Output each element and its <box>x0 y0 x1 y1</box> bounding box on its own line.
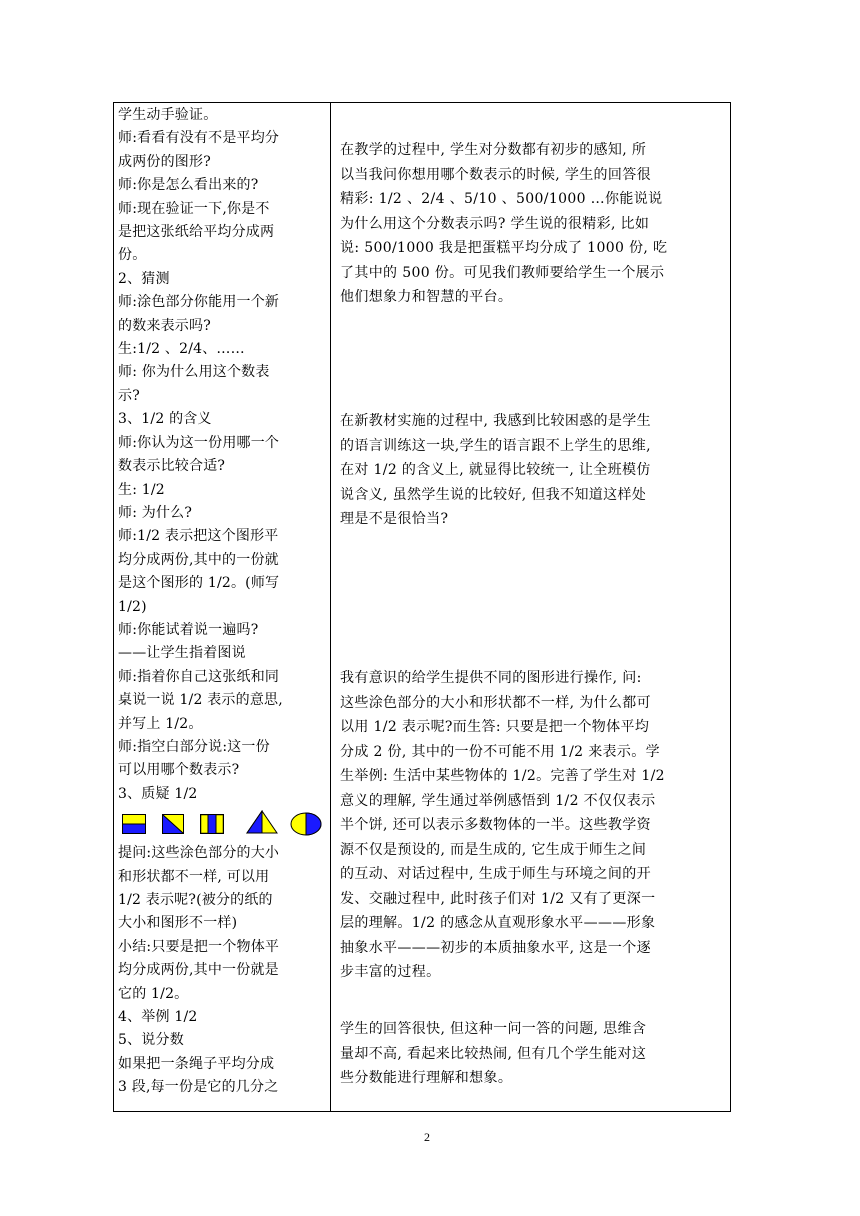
text-line: 生:1/2 、2/4、…… <box>118 341 245 358</box>
text-line: 说含义, 虽然学生说的比较好, 但我不知道这样处 <box>340 486 647 503</box>
fraction-shapes-row <box>118 806 328 842</box>
half-shaded-circle-icon <box>290 812 322 836</box>
text-line: 他们想象力和智慧的平台。 <box>340 289 513 305</box>
text-line: 师:你能试着说一遍吗? <box>118 621 259 638</box>
text-line: 并写上 1/2。 <box>118 715 203 732</box>
table-border-right <box>730 102 731 1112</box>
text-line: 4、举例 1/2 <box>118 1009 198 1026</box>
text-line: 些分数能进行理解和想象。 <box>340 1070 513 1086</box>
reflection-block-4 <box>340 1017 726 1091</box>
text-line: 3 段,每一份是它的几分之 <box>118 1079 279 1096</box>
text-line: 师: 为什么? <box>118 504 193 521</box>
text-line: 在教学的过程中, 学生对分数都有初步的感知, 所 <box>340 142 647 158</box>
table-border-left <box>113 102 114 1112</box>
text-line: 成两份的图形? <box>118 153 211 170</box>
text-line: 师: 你为什么用这个数表 <box>118 364 270 381</box>
text-line: 生举例: 生活中某些物体的 1/2。完善了学生对 1/2 <box>340 768 665 784</box>
reflection-block-2 <box>340 409 726 532</box>
half-shaded-triangle-icon <box>246 810 278 834</box>
table-column-divider <box>330 102 331 1112</box>
text-line: 桌说一说 1/2 表示的意思, <box>118 692 283 709</box>
text-line: 师:你是怎么看出来的? <box>118 177 259 194</box>
reflection-block-1 <box>340 138 726 310</box>
text-line: 层的理解。1/2 的感念从直观形象水平———形象 <box>340 915 656 931</box>
text-line: 1/2) <box>118 598 147 615</box>
text-line: 以用 1/2 表示呢?而生答: 只要是把一个物体平均 <box>340 719 650 735</box>
text-line: 半个饼, 还可以表示多数物体的一半。这些教学资 <box>340 817 651 833</box>
text-line: 2、猜测 <box>118 270 170 287</box>
vertical-half-square-icon <box>200 814 224 834</box>
text-line: 理是不是很恰当? <box>340 511 449 527</box>
text-line: 3、1/2 的含义 <box>118 411 212 428</box>
text-line: 这些涂色部分的大小和形状都不一样, 为什么都可 <box>340 694 651 711</box>
text-line: 了其中的 500 份。可见我们教师要给学生一个展示 <box>340 264 665 281</box>
text-line: 示? <box>118 387 140 404</box>
teaching-steps-bottom <box>118 842 328 1099</box>
text-line: 份。 <box>118 247 147 264</box>
text-line: 它的 1/2。 <box>118 985 189 1002</box>
text-line: 是把这张纸给平均分成两 <box>118 224 275 241</box>
text-line: 精彩: 1/2 、2/4 、5/10 、500/1000 …你能说说 <box>340 191 663 207</box>
table-border-bottom <box>113 1111 731 1112</box>
text-line: 的数来表示吗? <box>118 317 211 334</box>
half-shaded-square-icon <box>122 814 146 834</box>
text-line: 和形状都不一样, 可以用 <box>118 868 270 885</box>
text-line: 在对 1/2 的含义上, 就显得比较统一, 让全班模仿 <box>340 462 651 478</box>
text-line: 师:涂色部分你能用一个新 <box>118 294 280 311</box>
text-line: 学生动手验证。 <box>118 107 218 123</box>
text-line: 师:你认为这一份用哪一个 <box>118 434 280 451</box>
text-line: 步丰富的过程。 <box>340 964 441 980</box>
text-line: 抽象水平———初步的本质抽象水平, 这是一个逐 <box>340 939 651 956</box>
text-line: 数表示比较合适? <box>118 458 226 475</box>
text-line: 的互动、对话过程中, 生成于师生与环境之间的开 <box>340 866 651 882</box>
text-line: 说: 500/1000 我是把蛋糕平均分成了 1000 份, 吃 <box>340 240 668 256</box>
reflection-block-3 <box>340 666 726 985</box>
text-line: 提问:这些涂色部分的大小 <box>118 845 280 862</box>
text-line: 意义的理解, 学生通过举例感悟到 1/2 不仅仅表示 <box>340 792 656 809</box>
teaching-steps-top <box>118 104 328 806</box>
text-line: 大小和图形不一样) <box>118 915 238 932</box>
text-line: 5、说分数 <box>118 1032 184 1049</box>
text-line: 为什么用这个分数表示吗? 学生说的很精彩, 比如 <box>340 215 650 232</box>
text-line: 均分成两份,其中的一份就 <box>118 551 279 568</box>
diagonal-shaded-square-icon <box>162 814 184 834</box>
text-line: 均分成两份,其中一份就是 <box>118 962 279 979</box>
text-line: 师:指空白部分说:这一份 <box>118 738 270 755</box>
text-line: 学生的回答很快, 但这种一问一答的问题, 思维含 <box>340 1021 647 1037</box>
text-line: 师:1/2 表示把这个图形平 <box>118 528 279 545</box>
text-line: 可以用哪个数表示? <box>118 762 240 779</box>
text-line: 我有意识的给学生提供不同的图形进行操作, 问: <box>340 670 642 686</box>
text-line: 3、质疑 1/2 <box>118 785 198 802</box>
text-line: 在新教材实施的过程中, 我感到比较困惑的是学生 <box>340 413 651 429</box>
text-line: 师:指着你自己这张纸和同 <box>118 668 280 685</box>
text-line: 发、交融过程中, 此时孩子们对 1/2 又有了更深一 <box>340 890 656 907</box>
text-line: 以当我问你想用哪个数表示的时候, 学生的回答很 <box>340 166 651 183</box>
page-number: 2 <box>424 1130 430 1144</box>
text-line: 分成 2 份, 其中的一份不可能不用 1/2 来表示。学 <box>340 743 660 760</box>
text-line: 生: 1/2 <box>118 481 165 498</box>
teaching-process-column <box>118 104 328 1100</box>
text-line: 量却不高, 看起来比较热闹, 但有几个学生能对这 <box>340 1045 647 1062</box>
text-line: 源不仅是预设的, 而是生成的, 它生成于师生之间 <box>340 841 647 858</box>
text-line: 小结:只要是把一个物体平 <box>118 938 280 955</box>
text-line: ——让学生指着图说 <box>118 645 246 662</box>
text-line: 如果把一条绳子平均分成 <box>118 1055 275 1072</box>
text-line: 是这个图形的 1/2。(师写 <box>118 575 280 592</box>
table-border-top <box>113 102 731 103</box>
text-line: 的语言训练这一块,学生的语言跟不上学生的思维, <box>340 437 651 454</box>
text-line: 1/2 表示呢?(被分的纸的 <box>118 892 273 908</box>
text-line: 师:现在验证一下,你是不 <box>118 200 270 217</box>
text-line: 师:看看有没有不是平均分 <box>118 130 280 147</box>
